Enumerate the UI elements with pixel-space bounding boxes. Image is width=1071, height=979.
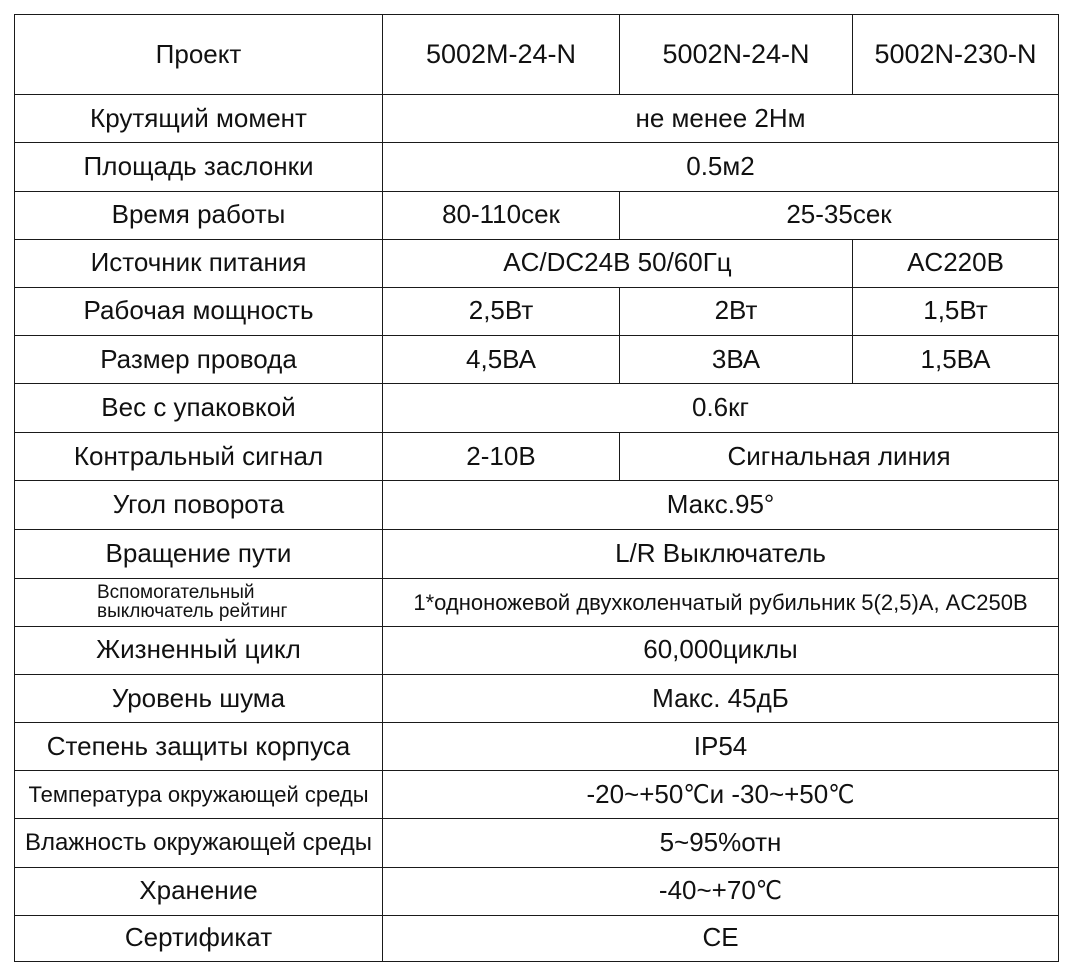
row-label: Вращение пути [15,529,383,578]
row-value: 0.6кг [383,384,1059,433]
row-label: Крутящий момент [15,95,383,143]
row-label: Рабочая мощность [15,287,383,335]
row-value: 1,5Вт [853,287,1059,335]
row-label: Хранение [15,867,383,915]
row-label-line-2: выключатель рейтинг [97,601,288,623]
table-row [15,191,1059,239]
table-row [15,335,1059,383]
table-row [15,143,1059,191]
header-project: Проект [15,15,383,95]
row-label: Угол поворота [15,481,383,529]
row-value: -20~+50℃и -30~+50℃ [383,771,1059,819]
row-label: Размер провода [15,335,383,383]
row-value: CE [383,915,1059,961]
row-value: AC220В [853,239,1059,287]
table-row [15,578,1059,626]
row-value: 2Вт [620,287,853,335]
table-header-row [15,15,1059,95]
row-label: Площадь заслонки [15,143,383,191]
spec-table-container [14,14,1058,962]
row-value: IP54 [383,723,1059,771]
row-label: Влажность окружающей среды [15,819,383,867]
row-value: 1*одноножевой двухколенчатый рубильник 5(2,5)А, AC250В [383,578,1059,626]
spec-table [14,14,1059,962]
row-value: 60,000циклы [383,626,1059,674]
row-label: Температура окружающей среды [15,771,383,819]
row-value: -40~+70℃ [383,867,1059,915]
row-value: Макс. 45дБ [383,674,1059,722]
table-row [15,384,1059,433]
table-row [15,626,1059,674]
table-row [15,771,1059,819]
header-model-3: 5002N-230-N [853,15,1059,95]
row-value: 4,5ВА [383,335,620,383]
row-value: L/R Выключатель [383,529,1059,578]
table-row [15,674,1059,722]
table-row [15,433,1059,481]
row-value: 80-110сек [383,191,620,239]
row-label: Контральный сигнал [15,433,383,481]
row-value: 25-35сек [620,191,1059,239]
table-row [15,95,1059,143]
row-value: не менее 2Нм [383,95,1059,143]
table-row [15,529,1059,578]
row-value: 3ВА [620,335,853,383]
row-label: Источник питания [15,239,383,287]
row-value: 1,5ВА [853,335,1059,383]
table-row [15,481,1059,529]
table-row [15,915,1059,961]
row-label: Вес с упаковкой [15,384,383,433]
row-value: AC/DC24В 50/60Гц [383,239,853,287]
row-label: Сертификат [15,915,383,961]
table-row [15,723,1059,771]
row-label-line-1: Вспомогательный [97,582,255,604]
row-value: Макс.95° [383,481,1059,529]
row-value: 0.5м2 [383,143,1059,191]
table-row [15,867,1059,915]
table-row [15,819,1059,867]
row-value: 5~95%отн [383,819,1059,867]
table-row [15,287,1059,335]
row-label: Уровень шума [15,674,383,722]
row-value: 2-10В [383,433,620,481]
header-model-2: 5002N-24-N [620,15,853,95]
table-row [15,239,1059,287]
row-value: Сигнальная линия [620,433,1059,481]
row-label: Время работы [15,191,383,239]
row-label: Степень защиты корпуса [15,723,383,771]
header-model-1: 5002M-24-N [383,15,620,95]
row-label [15,578,383,626]
row-label: Жизненный цикл [15,626,383,674]
row-value: 2,5Вт [383,287,620,335]
